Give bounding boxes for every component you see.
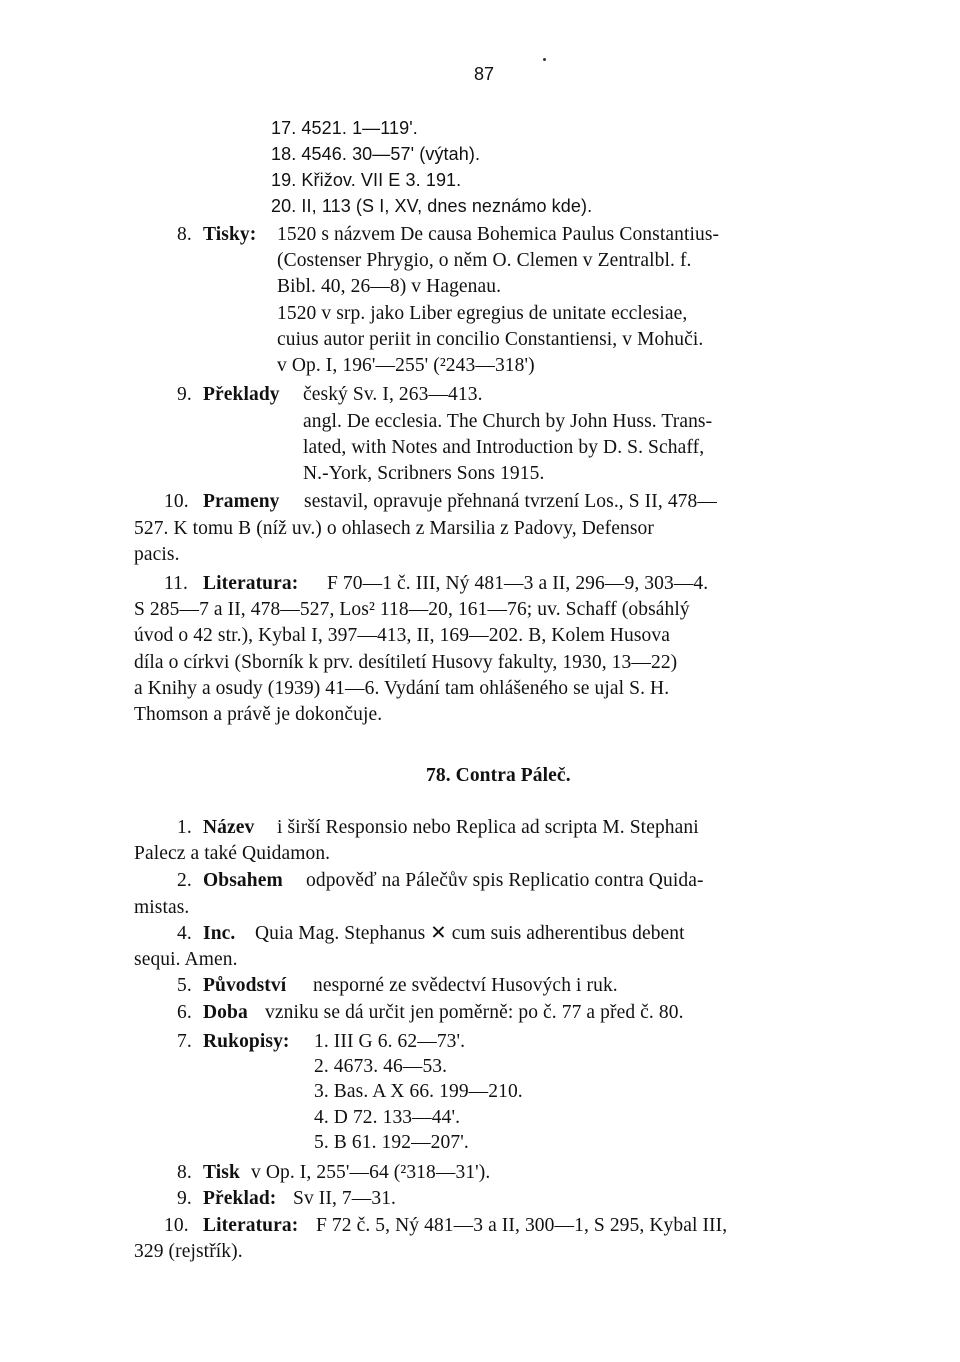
- item-text: 527. K tomu B (níž uv.) o ohlasech z Marsilia z Padovy, Defensor: [134, 518, 654, 539]
- item-text: F 72 č. 5, Ný 481—3 a II, 300—1, S 295, Kybal III,: [316, 1215, 728, 1236]
- item-text: Sv II, 7—31.: [293, 1188, 397, 1209]
- manuscript-entry: 19. Křižov. VII E 3. 191.: [271, 170, 462, 190]
- print-speck: [543, 58, 546, 61]
- item-text: odpověď na Pálečův spis Replicatio contra Quida-: [306, 870, 704, 891]
- item-number: 8.: [177, 1162, 192, 1183]
- item-number: 5.: [177, 975, 192, 996]
- manuscript-entry: 5. B 61. 192—207'.: [314, 1132, 469, 1153]
- manuscript-entry: 4. D 72. 133—44'.: [314, 1107, 461, 1128]
- item-number: 1.: [177, 817, 192, 838]
- item-label: Původství: [203, 975, 287, 996]
- item-text: Quia Mag. Stephanus ✕ cum suis adherentibus debent: [255, 923, 685, 944]
- item-text: angl. De ecclesia. The Church by John Huss. Trans-: [303, 411, 713, 432]
- item-text: Thomson a právě je dokončuje.: [134, 704, 383, 725]
- item-label: Obsahem: [203, 870, 283, 891]
- item-label: Překlad:: [203, 1188, 277, 1209]
- item-text: F 70—1 č. III, Ný 481—3 a II, 296—9, 303—4.: [327, 573, 709, 594]
- manuscript-entry: 1. III G 6. 62—73'.: [314, 1031, 466, 1052]
- item-label: Prameny: [203, 491, 280, 512]
- item-number: 9.: [177, 384, 192, 405]
- item-text: český Sv. I, 263—413.: [303, 384, 483, 405]
- item-number: 8.: [177, 224, 192, 245]
- item-text: S 285—7 a II, 478—527, Los² 118—20, 161—76; uv. Schaff (obsáhlý: [134, 599, 690, 620]
- manuscript-entry: 20. II, 113 (S I, XV, dnes neznámo kde).: [271, 196, 593, 216]
- item-text: a Knihy a osudy (1939) 41—6. Vydání tam ohlášeného se ujal S. H.: [134, 678, 670, 699]
- item-text: v Op. I, 255'—64 (²318—31').: [251, 1162, 491, 1183]
- item-text: nesporné ze svědectví Husových i ruk.: [313, 975, 618, 996]
- item-label: Překlady: [203, 384, 280, 405]
- item-number: 10.: [164, 1215, 189, 1236]
- item-text: úvod o 42 str.), Kybal I, 397—413, II, 169—202. B, Kolem Husova: [134, 625, 671, 646]
- item-label: Název: [203, 817, 255, 838]
- item-number: 4.: [177, 923, 192, 944]
- item-number: 11.: [164, 573, 188, 594]
- item-label: Literatura:: [203, 573, 299, 594]
- item-text: lated, with Notes and Introduction by D. S. Schaff,: [303, 437, 705, 458]
- item-text: 329 (rejstřík).: [134, 1241, 243, 1262]
- item-text: sequi. Amen.: [134, 949, 238, 970]
- item-text: N.-York, Scribners Sons 1915.: [303, 463, 545, 484]
- item-text: v Op. I, 196'—255' (²243—318'): [277, 355, 535, 376]
- item-number: 2.: [177, 870, 192, 891]
- item-text: cuius autor periit in concilio Constantiensi, v Mohuči.: [277, 329, 704, 350]
- item-text: pacis.: [134, 544, 180, 565]
- manuscript-entry: 2. 4673. 46—53.: [314, 1056, 448, 1077]
- section-heading: 78. Contra Páleč.: [426, 765, 571, 786]
- item-text: Bibl. 40, 26—8) v Hagenau.: [277, 276, 502, 297]
- item-number: 6.: [177, 1002, 192, 1023]
- item-text: mistas.: [134, 897, 190, 918]
- item-label: Inc.: [203, 923, 236, 944]
- item-text: i širší Responsio nebo Replica ad scripta M. Stephani: [277, 817, 699, 838]
- manuscript-entry: 18. 4546. 30—57' (výtah).: [271, 144, 481, 164]
- item-text: 1520 s názvem De causa Bohemica Paulus Constantius-: [277, 224, 720, 245]
- item-text: vzniku se dá určit jen poměrně: po č. 77 a před č. 80.: [265, 1002, 684, 1023]
- item-text: sestavil, opravuje přehnaná tvrzení Los., S II, 478—: [304, 491, 717, 512]
- item-label: Tisk: [203, 1162, 240, 1183]
- manuscript-entry: 3. Bas. A X 66. 199—210.: [314, 1081, 523, 1102]
- item-text: Palecz a také Quidamon.: [134, 843, 331, 864]
- item-number: 10.: [164, 491, 189, 512]
- page-number: 87: [474, 64, 495, 84]
- item-number: 9.: [177, 1188, 192, 1209]
- item-text: 1520 v srp. jako Liber egregius de unitate ecclesiae,: [277, 303, 688, 324]
- item-label: Literatura:: [203, 1215, 299, 1236]
- item-text: díla o církvi (Sborník k prv. desítiletí Husovy fakulty, 1930, 13—22): [134, 652, 678, 673]
- item-number: 7.: [177, 1031, 192, 1052]
- manuscript-entry: 17. 4521. 1—119'.: [271, 118, 418, 138]
- item-label: Tisky:: [203, 224, 257, 245]
- item-label: Rukopisy:: [203, 1031, 290, 1052]
- item-text: (Costenser Phrygio, o něm O. Clemen v Zentralbl. f.: [277, 250, 692, 271]
- item-label: Doba: [203, 1002, 248, 1023]
